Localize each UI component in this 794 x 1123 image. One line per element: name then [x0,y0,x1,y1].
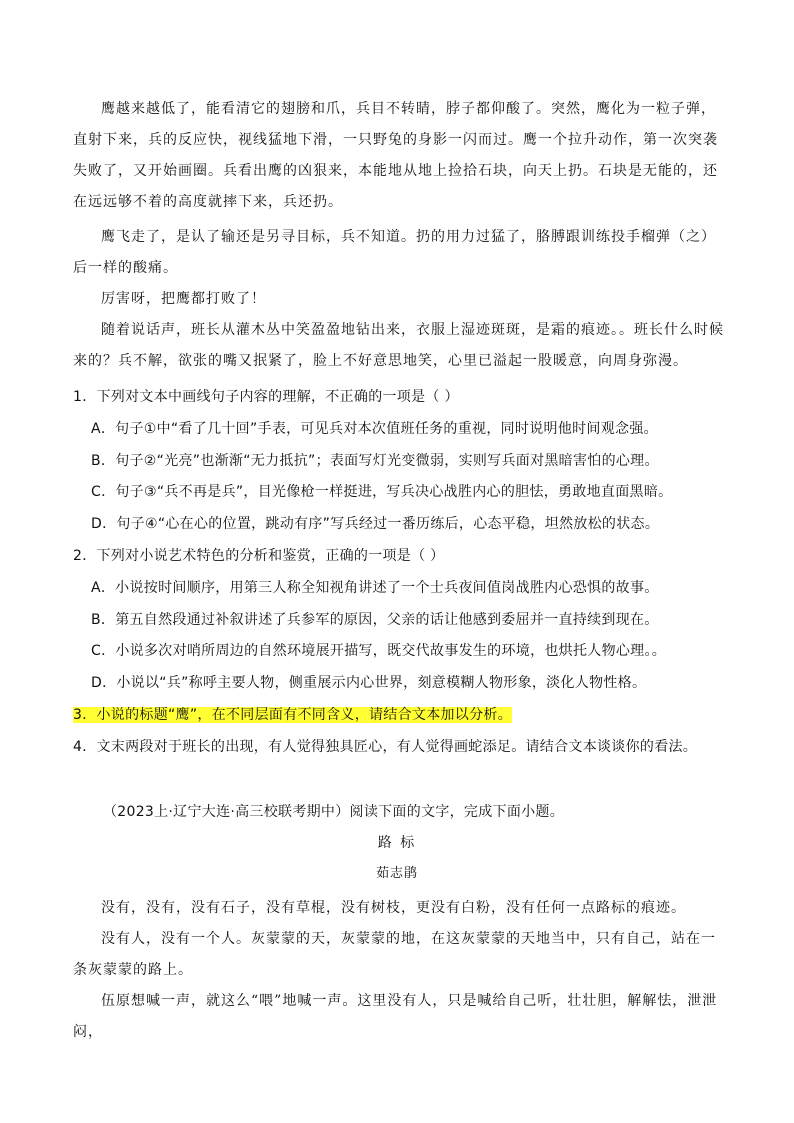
question-1-option-b: B．句子②“光亮”也渐渐“无力抵抗”；表面写灯光变微弱，实则写兵面对黑暗害怕的心理。 [91,453,659,469]
question-2-option-d: D．小说以“兵”称呼主要人物，侧重展示内心世界，刻意模糊人物形象，淡化人物性格。 [91,675,647,691]
question-1-option-c: C．句子③“兵不再是兵”，目光像枪一样挺进，写兵决心战胜内心的胆怯，勇敢地直面黑暗。 [91,484,673,500]
question-1-stem: 1．下列对文本中画线句子内容的理解，不正确的一项是（ ） [73,389,459,405]
question-2-stem: 2．下列对小说艺术特色的分析和鉴赏，正确的一项是（ ） [73,548,445,564]
question-1-option-d: D．句子④“心在心的位置，跳动有序”写兵经过一番历练后，心态平稳，坦然放松的状态。 [91,516,660,532]
question-4-stem: 4．文末两段对于班长的出现，有人觉得独具匠心，有人觉得画蛇添足。请结合文本谈谈你的看法。 [73,739,698,755]
passage2-paragraph-1: 没有，没有，没有石子，没有草棍，没有树枝，更没有白粉，没有任何一点路标的痕迹。 [101,900,686,916]
passage1-paragraph-3: 厉害呀，把鹰都打败了！ [101,291,266,307]
passage1-paragraph-2: 鹰飞走了，是认了输还是另寻目标，兵不知道。扔的用力过猛了，胳膊跟训练投手榴弹（之）后一样的酸痛。 [73,229,716,276]
question-1-option-a: A．句子①中“看了几十回”手表，可见兵对本次值班任务的重视，同时说明他时间观念强。 [91,421,658,437]
passage1-paragraph-1: 鹰越来越低了，能看清它的翅膀和爪，兵目不转睛，脖子都仰酸了。突然，鹰化为一粒子弹，直射下来，兵的反应快，视线猛地下滑，一只野兔的身影一闪而过。鹰一个拉升动作，第一次突袭失败了，又开始画圈。兵看出鹰的凶狠来，本能地从地上捡拾石块，向天上扔。石块是无能的，还在远远够不着的高度就摔下来，兵还扔。 [73,101,718,210]
passage2-title: 路 标 [377,835,417,851]
question-3-stem [73,705,512,725]
question-3-highlight: 3．小说的标题“鹰”，在不同层面有不同含义，请结合文本加以分析。 [73,707,513,723]
passage2-author: 茹志鹃 [375,866,418,881]
passage2-source: （2023上·辽宁大连·高三校联考期中）阅读下面的文字，完成下面小题。 [103,804,565,820]
question-2-option-a: A．小说按时间顺序，用第三人称全知视角讲述了一个士兵夜间值岗战胜内心恐惧的故事。 [91,580,659,596]
passage1-paragraph-4: 随着说话声，班长从灌木丛中笑盈盈地钻出来，衣服上湿迹斑斑，是霜的痕迹。。班长什么时候来的？兵不解，欲张的嘴又抿紧了，脸上不好意思地笑，心里已溢起一股暖意，向周身弥漫。 [73,322,724,369]
passage2-paragraph-3: 伍原想喊一声，就这么“喂”地喊一声。这里没有人，只是喊给自己听，壮壮胆，解解怯，泄泄闷， [73,993,718,1040]
question-2-option-b: B．第五自然段通过补叙讲述了兵参军的原因，父亲的话让他感到委屈并一直持续到现在。 [91,612,659,628]
question-2-option-c: C．小说多次对哨所周边的自然环境展开描写，既交代故事发生的环境，也烘托人物心理。。 [91,643,667,659]
passage2-paragraph-2: 没有人，没有一个人。灰蒙蒙的天，灰蒙蒙的地，在这灰蒙蒙的天地当中，只有自己，站在一条灰蒙蒙的路上。 [73,931,716,978]
